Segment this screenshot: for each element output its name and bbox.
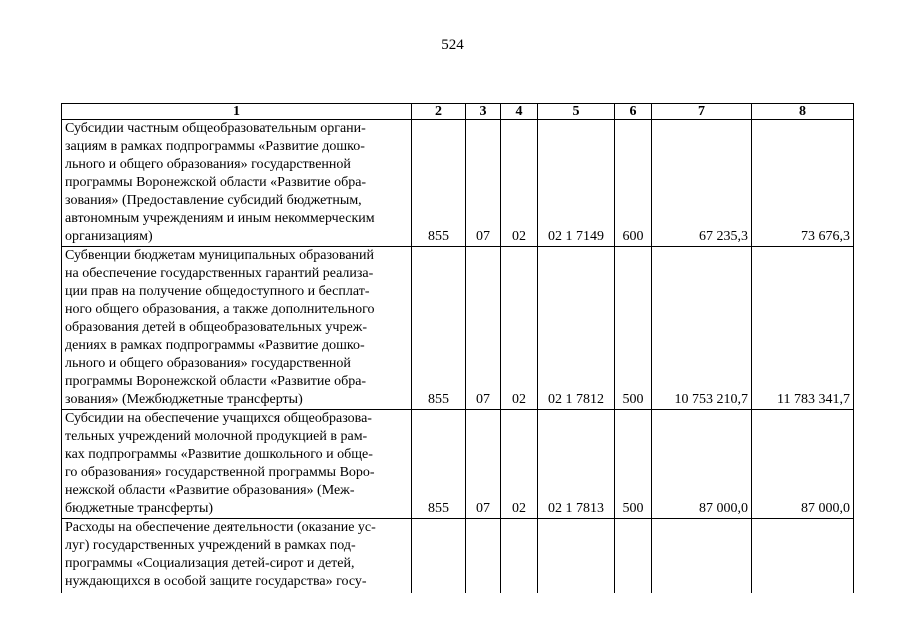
table-row xyxy=(62,247,854,410)
header-col-1: 1 xyxy=(62,104,412,120)
description-line: образования детей в общеобразовательных учреж- xyxy=(65,320,367,335)
description-line: нежской области «Развитие образования» (Меж- xyxy=(65,483,355,498)
table-row xyxy=(62,410,854,519)
header-col-2: 2 xyxy=(412,104,466,120)
description-line: луг) государственных учреждений в рамках под- xyxy=(65,538,356,553)
cell-amount-col8 xyxy=(752,519,854,594)
row-description xyxy=(62,120,412,247)
header-col-3: 3 xyxy=(466,104,501,120)
description-line: программы «Социализация детей-сирот и детей, xyxy=(65,556,355,571)
cell-ministry-code: 855 xyxy=(412,247,466,410)
cell-amount-col7: 10 753 210,7 xyxy=(652,247,752,410)
cell-subsection: 02 xyxy=(501,120,538,247)
cell-amount-col7 xyxy=(652,519,752,594)
description-line: ции прав на получение общедоступного и бесплат- xyxy=(65,284,370,299)
cell-subsection: 02 xyxy=(501,410,538,519)
page-number: 524 xyxy=(441,37,464,53)
budget-table xyxy=(61,103,854,593)
cell-target-article: 02 1 7149 xyxy=(538,120,615,247)
cell-ministry-code xyxy=(412,519,466,594)
description-line: зования» (Предоставление субсидий бюджетным, xyxy=(65,193,362,208)
description-line: зования» (Межбюджетные трансферты) xyxy=(65,392,303,407)
cell-expense-type: 600 xyxy=(615,120,652,247)
description-line: Субвенции бюджетам муниципальных образований xyxy=(65,248,375,263)
cell-subsection: 02 xyxy=(501,247,538,410)
description-line: нуждающихся в особой защите государства» госу- xyxy=(65,574,367,589)
description-line: зациям в рамках подпрограммы «Развитие дошко- xyxy=(65,139,365,154)
cell-amount-col7: 67 235,3 xyxy=(652,120,752,247)
header-col-5: 5 xyxy=(538,104,615,120)
table-row xyxy=(62,120,854,247)
cell-amount-col8: 87 000,0 xyxy=(752,410,854,519)
description-line: организациям) xyxy=(65,229,153,244)
cell-section: 07 xyxy=(466,247,501,410)
header-col-4: 4 xyxy=(501,104,538,120)
header-row xyxy=(62,104,854,120)
cell-amount-col8: 11 783 341,7 xyxy=(752,247,854,410)
header-col-7: 7 xyxy=(652,104,752,120)
table-row xyxy=(62,519,854,594)
description-line: бюджетные трансферты) xyxy=(65,501,214,516)
description-line: льного и общего образования» государственной xyxy=(65,356,351,371)
cell-ministry-code: 855 xyxy=(412,410,466,519)
cell-amount-col7: 87 000,0 xyxy=(652,410,752,519)
description-line: ного общего образования, а также дополнительного xyxy=(65,302,375,317)
header-col-8: 8 xyxy=(752,104,854,120)
header-col-6: 6 xyxy=(615,104,652,120)
description-line: ках подпрограммы «Развитие дошкольного и обще- xyxy=(65,447,373,462)
description-line: тельных учреждений молочной продукцией в рам- xyxy=(65,429,368,444)
description-line: на обеспечение государственных гарантий реализа- xyxy=(65,266,374,281)
row-description xyxy=(62,519,412,594)
cell-section: 07 xyxy=(466,410,501,519)
description-line: го образования» государственной программы Воро- xyxy=(65,465,375,480)
description-line: Субсидии на обеспечение учащихся общеобразова- xyxy=(65,411,372,426)
description-line: программы Воронежской области «Развитие обра- xyxy=(65,175,367,190)
cell-ministry-code: 855 xyxy=(412,120,466,247)
cell-target-article xyxy=(538,519,615,594)
cell-amount-col8: 73 676,3 xyxy=(752,120,854,247)
cell-expense-type: 500 xyxy=(615,410,652,519)
description-line: дениях в рамках подпрограммы «Развитие дошко- xyxy=(65,338,365,353)
description-line: Расходы на обеспечение деятельности (оказание ус- xyxy=(65,520,376,535)
description-line: льного и общего образования» государственной xyxy=(65,157,351,172)
cell-section xyxy=(466,519,501,594)
description-line: автономным учреждениям и иным некоммерческим xyxy=(65,211,375,226)
cell-section: 07 xyxy=(466,120,501,247)
cell-expense-type: 500 xyxy=(615,247,652,410)
cell-expense-type xyxy=(615,519,652,594)
description-line: программы Воронежской области «Развитие обра- xyxy=(65,374,367,389)
row-description xyxy=(62,247,412,410)
description-line: Субсидии частным общеобразовательным органи- xyxy=(65,121,366,136)
cell-subsection xyxy=(501,519,538,594)
cell-target-article: 02 1 7813 xyxy=(538,410,615,519)
row-description xyxy=(62,410,412,519)
cell-target-article: 02 1 7812 xyxy=(538,247,615,410)
